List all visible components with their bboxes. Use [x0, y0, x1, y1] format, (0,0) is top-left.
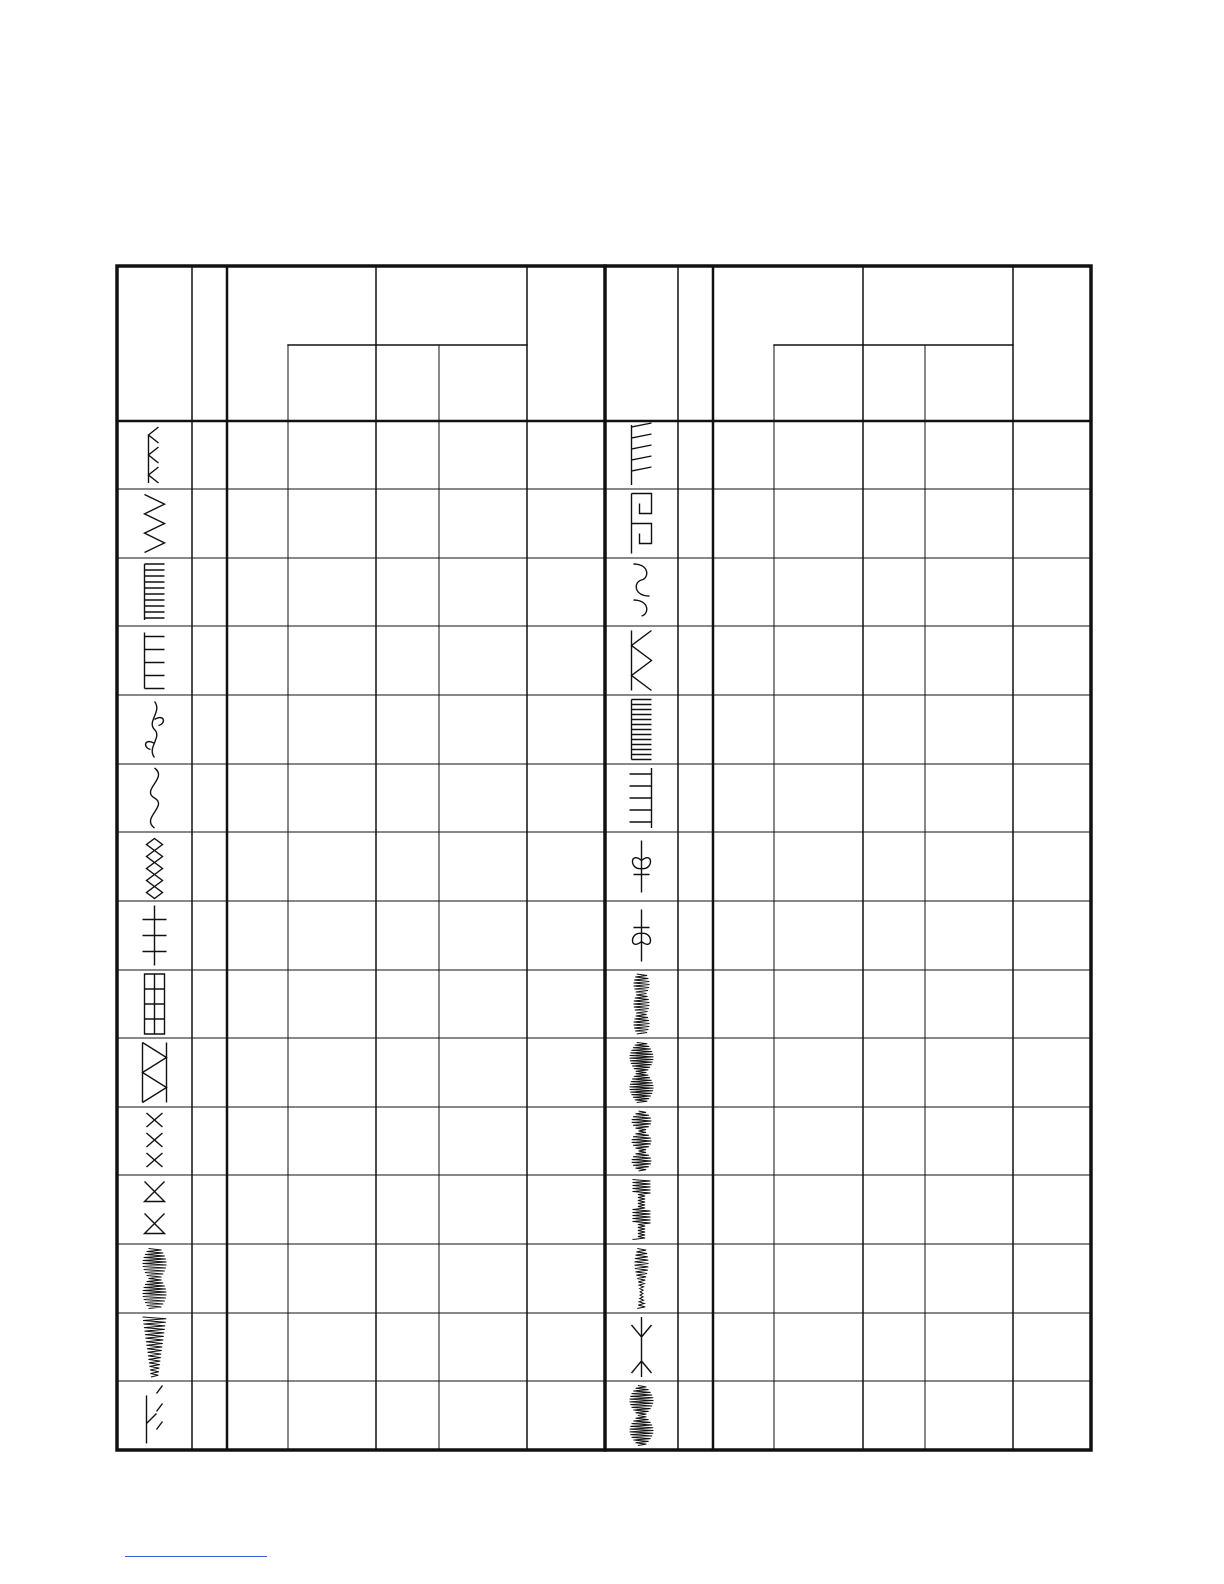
- satin-zigzag-icon: [634, 974, 650, 1034]
- s-curl-icon: [634, 564, 650, 616]
- serpentine-icon: [150, 768, 158, 828]
- table-half-right: [605, 266, 1091, 1450]
- slant-bars-icon: [632, 423, 652, 485]
- tulip-reverse-icon: [633, 910, 651, 962]
- blanket-stitch-icon: [145, 633, 165, 689]
- satin-block-icon: [633, 1180, 651, 1240]
- diamond-chain-icon: [147, 839, 163, 899]
- triangle-stitch-icon: [143, 1043, 167, 1103]
- leaf-vine-icon: [146, 702, 164, 758]
- satin-bead-icon: [632, 1111, 652, 1171]
- zigzag-icon: [145, 495, 165, 553]
- blanket-stitch-dense-icon: [145, 564, 165, 620]
- chevron-feather-icon: [149, 427, 159, 483]
- footer-link-underline[interactable]: [125, 1556, 267, 1557]
- dash-diagonal-icon: [147, 1386, 163, 1444]
- ladder-box-icon: [145, 974, 165, 1034]
- satin-serpentine-icon: [635, 1249, 649, 1309]
- stitch-icon-column-left: [143, 427, 167, 1444]
- table-half-left: [117, 266, 605, 1450]
- branch-icon: [632, 1317, 652, 1377]
- cross-stitch-icon: [147, 1113, 163, 1167]
- bow-tie-icon: [145, 1182, 165, 1234]
- satin-oval-icon: [630, 1043, 654, 1103]
- comb-dense-icon: [632, 700, 652, 760]
- satin-wave-icon: [143, 1249, 167, 1309]
- rickrack-icon: [632, 631, 652, 691]
- comb-icon: [630, 768, 652, 828]
- satin-arrow-icon: [143, 1317, 167, 1377]
- greek-key-icon: [632, 494, 652, 554]
- cross-bar-icon: [143, 906, 167, 966]
- satin-scallop-icon: [630, 1386, 654, 1446]
- tulip-icon: [633, 841, 651, 893]
- stitch-icon-column-right: [630, 423, 654, 1446]
